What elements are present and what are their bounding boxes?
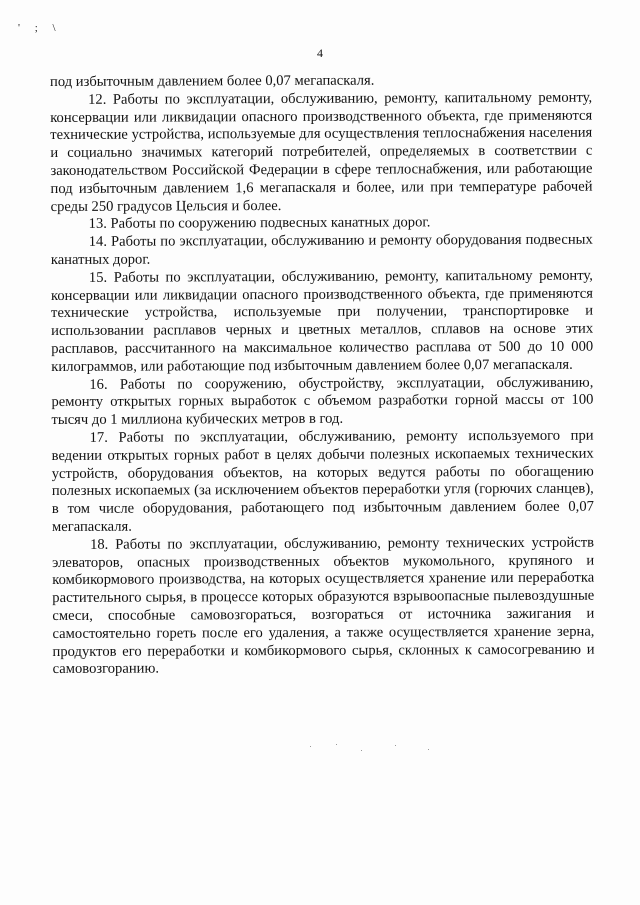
scan-specks (300, 742, 450, 756)
document-body (50, 72, 595, 679)
item-18-paragraph: 18. Работы по эксплуатации, обслуживанию, ремонту технических устройств элеваторов, опасных производственных объектов мукомольного, крупяного и комбикормового производства, на которых осуществляется хранение или переработка растительного сырья, в процессе которых образуются взрывоопасные пылевоздушные смеси, способные самовозгораться, возгораться от источника зажигания и самостоятельно гореть после его удаления, а также осуществляется хранение зерна, продуктов его переработки и комбикормового сырья, склонных к самосогреванию и самовозгоранию. (52, 534, 595, 678)
item-13-paragraph: 13. Работы по сооружению подвесных канатных дорог. (88, 214, 431, 233)
item-17-paragraph: 17. Работы по эксплуатации, обслуживанию, ремонту используемого при ведении открытых горных работ в целях добычи полезных ископаемых технических устройств, оборудования объектов, на которых ведутся работы по обогащению полезных ископаемых (за исключением объектов переработки угля (горючих сланцев), в том числе оборудования, работающего под избыточным давлением более 0,07 мегапаскаля. (51, 427, 594, 535)
item-16-paragraph: 16. Работы по сооружению, обустройству, эксплуатации, обслуживанию, ремонту открытых горных выработок с объемом разработки горной массы от 100 тысяч до 1 миллиона кубических метров в год. (51, 374, 594, 429)
page-number: 4 (317, 46, 323, 60)
item-15-paragraph: 15. Работы по эксплуатации, обслуживанию, ремонту, капитальному ремонту, консервации или ликвидации опасного производственного объекта, где применяются технические устройства, используемые при получении, транспортировке и использовании расплавов черных и цветных металлов, сплавов на основе этих расплавов, рассчитанного на максимальное количество расплава от 500 до 10 000 килограммов, или работающие под избыточным давлением более 0,07 мегапаскаля. (50, 267, 594, 375)
item-14-paragraph: 14. Работы по эксплуатации, обслуживанию и ремонту оборудования подвесных канатных дорог. (50, 231, 593, 268)
item-12-paragraph: 12. Работы по эксплуатации, обслуживанию, ремонту, капитальному ремонту, консервации или ликвидации опасного производственного объекта, где применяются технические устройства, используемые для осуществления теплоснабжения населения и социально значимых категорий потребителей, определяемых в соответствии с законодательством Российской Федерации в сфере теплоснабжения, или работающие под избыточным давлением 1,6 мегапаскаля и более, или при температуре рабочей среды 250 градусов Цельсия и более. (50, 89, 593, 215)
scan-marks: ' ; \ (18, 22, 62, 34)
continuation-paragraph: под избыточным давлением более 0,07 мегапаскаля. (50, 72, 375, 90)
